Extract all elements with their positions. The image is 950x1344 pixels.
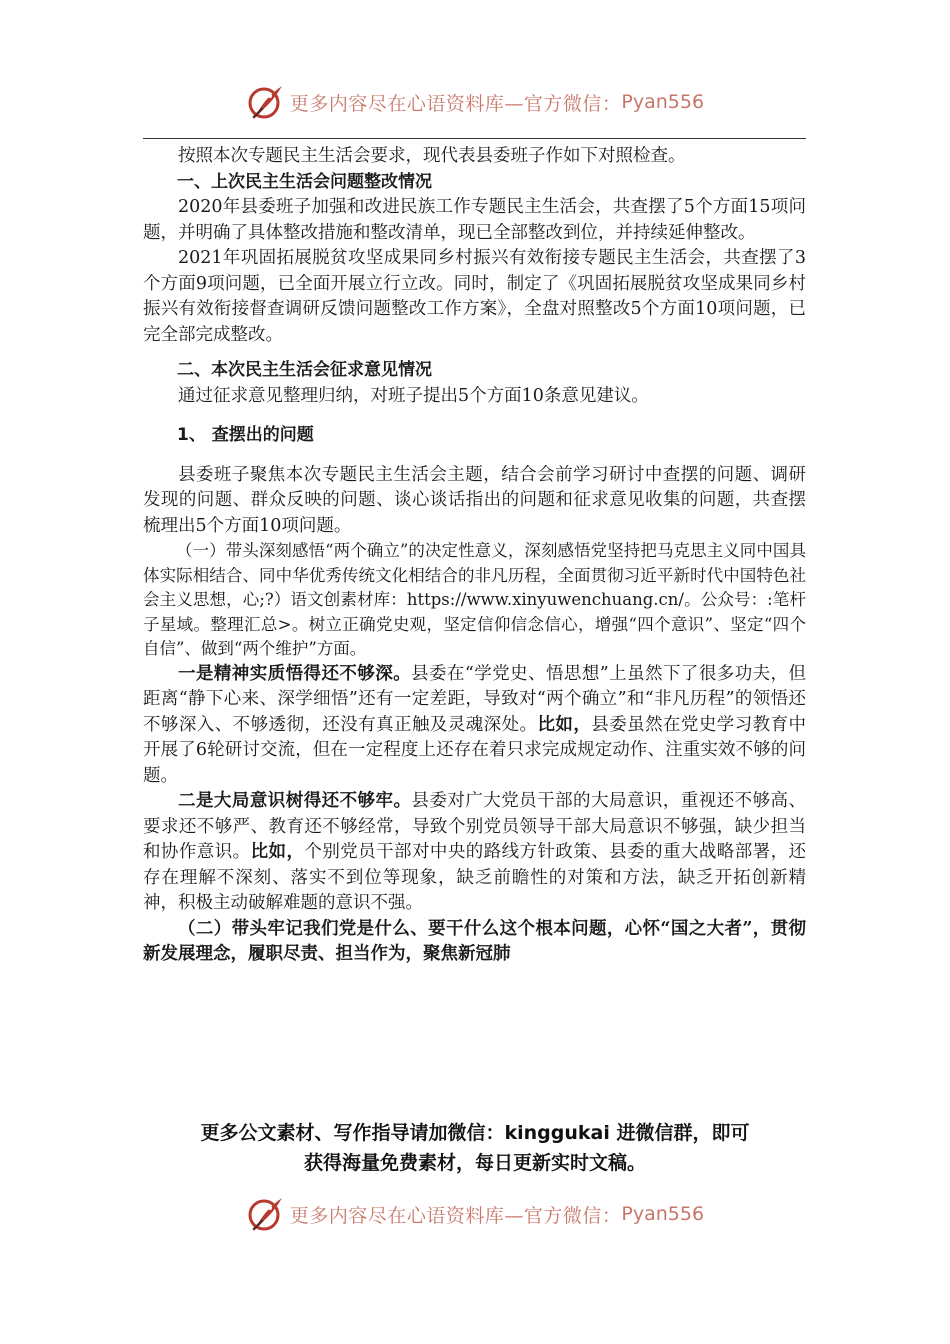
item2-paragraph: （二）带头牢记我们党是什么、要干什么这个根本问题，心怀“国之大者”，贯彻新发展理念，履职尽责、担当作为，聚焦新冠肺 — [143, 918, 806, 964]
quill-logo-icon — [246, 82, 286, 122]
subsection-heading-1: 1、 查摆出的问题 — [177, 425, 314, 445]
section1-paragraph-1: 2020年县委班子加强和改进民族工作专题民主生活会，共查摆了5个方面15项问题，并明确了具体整改措施和整改清单，现已全部整改到位，并持续延伸整改。 — [143, 197, 806, 243]
banner-text: 更多内容尽在心语资料库—官方微信： — [289, 1204, 622, 1227]
item1-paragraph: （一）带头深刻感悟“两个确立”的决定性意义，深刻感悟党坚持把马克思主义同中国具体实际相结合、同中华优秀传统文化相结合的非凡历程，全面贯彻习近平新时代中国特色社会主义思想，心;?）语文创素材库：https://www.xinyuwenchuang.cn/。公众号：:笔杆子星域。整理汇总>。树立正确党史观，坚定信仰信念信心，增强“四个意识”、坚定“四个自信”、做到“两个维护”方面。 — [143, 541, 806, 658]
intro-paragraph: 按照本次专题民主生活会要求，现代表县委班子作如下对照检查。 — [178, 146, 686, 166]
section2-paragraph-1: 通过征求意见整理归纳，对班子提出5个方面10条意见建议。 — [178, 385, 649, 406]
point1-text1: 县委在“学党史、悟思想”上虽然下了很多功夫，但距离“静下心来、深学细悟”还有一定差距，导致对“两个确立”和“非凡历程”的领悟还不够深入、不够透彻，还没有真正触及灵魂深处。 — [143, 663, 806, 735]
point2-lead: 二是大局意识树得还不够牢。 — [178, 791, 412, 811]
point2-example: 比如， — [250, 842, 305, 862]
section-heading-1: 一、上次民主生活会问题整改情况 — [177, 171, 432, 192]
footer-advertisement — [0, 1118, 950, 1178]
point1-example: 比如， — [537, 714, 592, 735]
point2-paragraph — [143, 789, 806, 917]
section-heading-2: 二、本次民主生活会征求意见情况 — [177, 360, 432, 380]
point1-paragraph — [143, 662, 806, 790]
point2-text2: 个别党员干部对中央的路线方针政策、县委的重大战略部署，还存在理解不深刻、落实不到位等现象，缺乏前瞻性的对策和方法，缺乏开拓创新精神，积极主动破解难题的意识不强。 — [143, 842, 807, 913]
point1-lead: 一是精神实质悟得还不够深。 — [178, 663, 412, 684]
banner-text: 更多内容尽在心语资料库—官方微信： — [289, 92, 622, 115]
footer-banner — [0, 1192, 950, 1236]
subsection1-paragraph-1: 县委班子聚焦本次专题民主生活会主题，结合会前学习研讨中查摆的问题、调研发现的问题、群众反映的问题、谈心谈话指出的问题和征求意见收集的问题，共查摆梳理出5个方面10项问题。 — [143, 464, 806, 536]
quill-logo-icon — [246, 1194, 286, 1234]
section1-paragraph-2: 2021年巩固拓展脱贫攻坚成果同乡村振兴有效衔接专题民主生活会，共查摆了3个方面9项问题，已全面开展立行立改。同时，制定了《巩固拓展脱贫攻坚成果同乡村振兴有效衔接督查调研反馈问题整改工作方案》，全盘对照整改5个方面10项问题，已完全部完成整改。 — [143, 248, 806, 345]
header-banner — [0, 80, 950, 124]
header-rule — [143, 138, 806, 139]
footer-ad-line-2: 获得海量免费素材，每日更新实时文稿。 — [303, 1152, 646, 1174]
document-body — [143, 144, 806, 968]
point1-text2: 县委虽然在党史学习教育中开展了6轮研讨交流，但在一定程度上还存在着只求完成规定动作、注重实效不够的问题。 — [143, 714, 807, 786]
footer-ad-line-1: 更多公文素材、写作指导请加微信：kinggukai 进微信群，即可 — [200, 1122, 750, 1144]
banner-wechat-id: Pyan556 — [621, 1203, 705, 1225]
banner-wechat-id: Pyan556 — [621, 91, 705, 113]
point2-text1: 县委对广大党员干部的大局意识，重视还不够高、要求还不够严、教育还不够经常，导致个别党员领导干部大局意识不够强，缺少担当和协作意识。 — [143, 791, 807, 862]
